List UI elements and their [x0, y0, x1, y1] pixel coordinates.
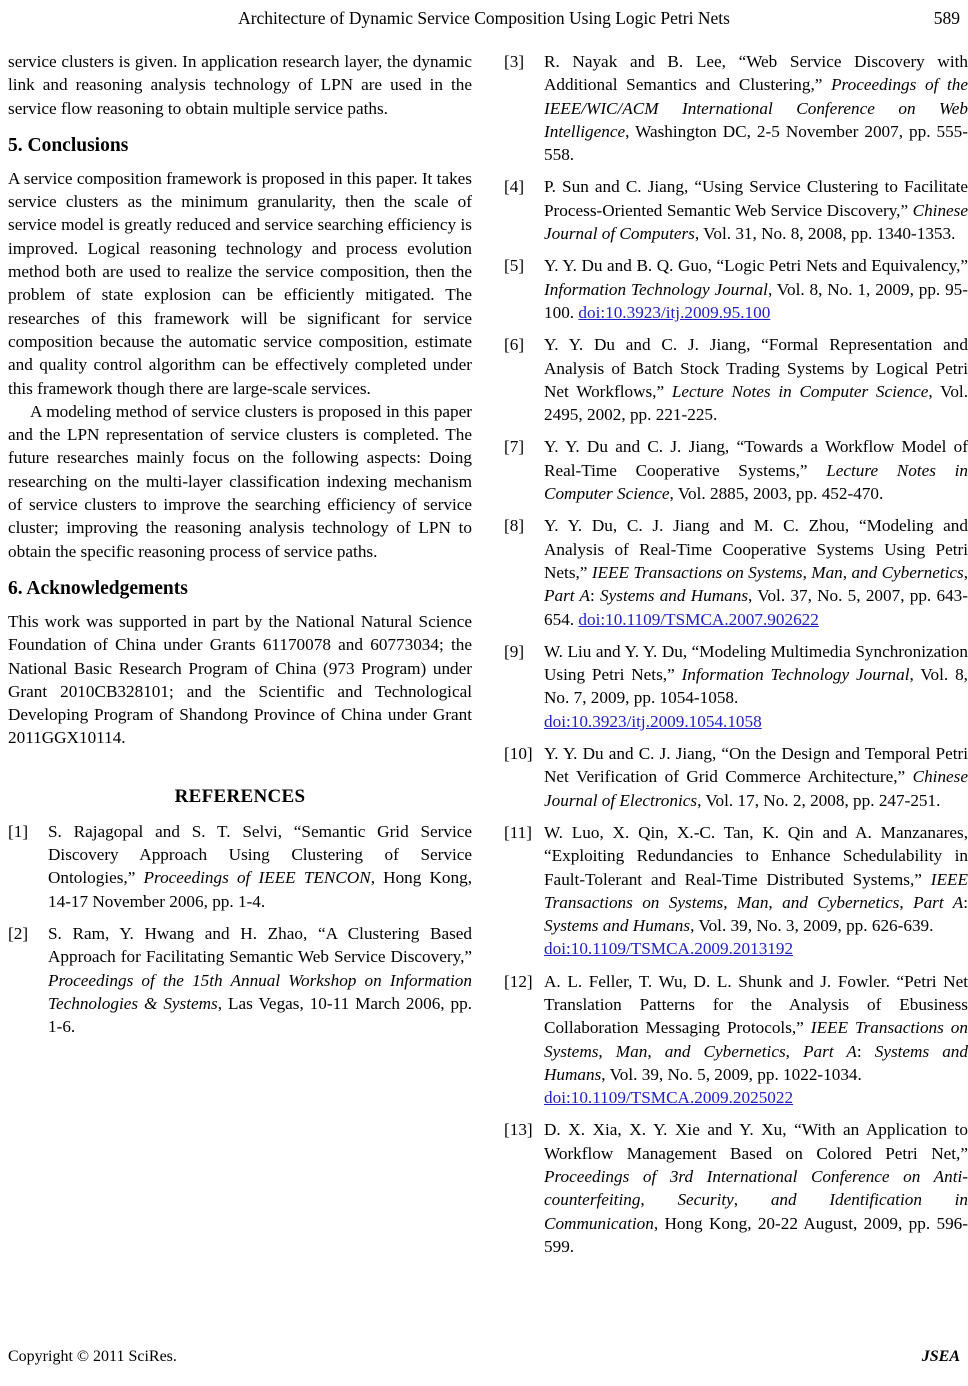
reference-number: [1] [8, 821, 29, 841]
reference-item [504, 1118, 968, 1258]
reference-text-run: Y. Y. Du and B. Q. Guo, “Logic Petri Nets and Equivalency,” [544, 256, 968, 276]
reference-text-run: , [723, 892, 737, 912]
section-heading-conclusions: 5. Conclusions [8, 134, 129, 156]
right-column [504, 50, 968, 1267]
reference-source-title: Man [615, 1041, 648, 1061]
reference-text-run: W. Liu and Y. Y. Du, “Modeling Multimedia Synchronization Using Petri Nets,” [544, 641, 968, 685]
reference-item [504, 970, 968, 1110]
reference-text-run: S. Ram, Y. Hwang and H. Zhao, “A Clustering Based Approach for Facilitating Semantic Web Service Discovery,” [48, 923, 472, 967]
reference-source-title: Part A [544, 586, 590, 606]
reference-text-run: , [768, 892, 783, 912]
section-heading-acknowledgements: 6. Acknowledgements [8, 577, 188, 599]
reference-text-run: , [802, 562, 812, 582]
reference-text-run: , [647, 1041, 665, 1061]
reference-text-run: , Vol. 17, No. 2, 2008, pp. 247-251. [697, 790, 941, 810]
conclusions-paragraph-1: A service composition framework is proposed in this paper. It takes service clusters as the minimum granularity, then the scale of service model is greatly reduced and service searching efficiency is improved. Logical reasoning technology and process evolution method both are used to realize the service composition, then the problem of state explosion can be efficiently mitigated. The researches of this framework will be significant for service composition because the automatic service composition, estimate and quality control algorithm can be effectively completed under this framework though there are large-scale services. [8, 168, 472, 398]
reference-source-title: Security [677, 1190, 734, 1210]
reference-source-title: Man [811, 562, 843, 582]
reference-source-title: Proceedings of the 15th Annual Workshop on Information Technologies & Systems [48, 970, 472, 1013]
reference-source-title: and Identification in Communication [544, 1190, 968, 1233]
copyright-notice: Copyright © 2011 SciRes. [8, 1348, 177, 1365]
reference-text [544, 254, 968, 324]
reference-number: [11] [504, 822, 532, 842]
reference-text-run: , Vol. 39, No. 3, 2009, pp. 626-639. [690, 916, 934, 936]
reference-item [504, 333, 968, 426]
reference-text [48, 820, 472, 913]
reference-source-title: Proceedings of 3rd International Conference on Anti-counterfeiting [544, 1167, 968, 1210]
reference-source-title: and Cybernetics [851, 562, 964, 582]
reference-text-run: Y. Y. Du, C. J. Jiang and M. C. Zhou, “Modeling and Analysis of Real-Time Cooperative Systems Using Petri Nets,” [544, 516, 968, 582]
reference-item [504, 435, 968, 505]
reference-number: [7] [504, 437, 525, 457]
reference-text [544, 435, 968, 505]
reference-text-run: Y. Y. Du and C. J. Jiang, “Towards a Workflow Model of Real-Time Cooperative Systems,” [544, 437, 968, 480]
reference-source-title: Information Technology Journal [681, 665, 910, 685]
reference-text [544, 970, 968, 1110]
doi-link[interactable]: doi:10.3923/itj.2009.1054.1058 [544, 711, 762, 731]
reference-text-run: , [733, 1190, 771, 1210]
doi-link[interactable]: doi:10.1109/TSMCA.2007.902622 [578, 609, 819, 629]
running-head-title: Architecture of Dynamic Service Composition Using Logic Petri Nets [238, 8, 730, 28]
reference-source-title: IEEE Transactions on Systems [544, 869, 968, 912]
reference-text-run: : [856, 1041, 875, 1061]
reference-text [48, 922, 472, 1038]
reference-text-run: , [598, 1041, 616, 1061]
reference-text-run: A. L. Feller, T. Wu, D. L. Shunk and J. Fowler. “Petri Net Translation Patterns for the Analysis of Ebusiness Collaboration Messaging Protocols,” [544, 971, 968, 1038]
reference-text-run: Y. Y. Du and C. J. Jiang, “On the Design and Temporal Petri Net Verification of Grid Commerce Architecture,” [544, 744, 968, 787]
reference-text-run: P. Sun and C. Jiang, “Using Service Clustering to Facilitate Process-Oriented Semantic Web Service Discovery,” [544, 177, 968, 220]
reference-text-run: , [640, 1190, 678, 1210]
references-heading: REFERENCES [174, 785, 306, 807]
reference-number: [5] [504, 256, 525, 276]
reference-number: [10] [504, 744, 533, 764]
reference-item [504, 175, 968, 245]
reference-number: [2] [8, 923, 29, 943]
reference-list-right [504, 50, 968, 1258]
left-column [8, 50, 472, 1267]
reference-number: [12] [504, 971, 533, 991]
reference-source-title: Chinese Journal of Computers [544, 200, 968, 244]
reference-text-run: , Vol. 2885, 2003, pp. 452-470. [669, 484, 884, 504]
acknowledgements-paragraph: This work was supported in part by the National Natural Science Foundation of China under Grants 61170078 and 60773034; the National Basic Research Program of China (973 Program) under Grant 2010CB328101; and the Scientific and Technological Developing Program of Shandong Province of China under Grant 2011GGX10114. [8, 611, 472, 748]
page-number: 589 [933, 8, 960, 28]
reference-text [544, 333, 968, 426]
reference-text-run: , Vol. 2495, 2002, pp. 221-225. [544, 381, 968, 425]
reference-text-run: , Hong Kong, 14-17 November 2006, pp. 1-4. [48, 868, 472, 911]
reference-source-title: Man [736, 892, 769, 912]
reference-number: [4] [504, 177, 525, 197]
reference-source-title: Lecture Notes in Computer Science [544, 460, 968, 504]
reference-number: [9] [504, 641, 525, 661]
doi-link[interactable]: doi:10.1109/TSMCA.2009.2013192 [544, 939, 794, 959]
reference-source-title: IEEE Transactions on Systems [544, 1018, 968, 1061]
reference-item [504, 254, 968, 324]
reference-item [504, 640, 968, 733]
reference-source-title: and Cybernetics [664, 1041, 786, 1061]
reference-text-run: , Las Vegas, 10-11 March 2006, pp. 1-6. [48, 993, 473, 1037]
reference-text [544, 175, 968, 245]
reference-item [504, 50, 968, 166]
reference-text [544, 821, 968, 961]
reference-text-run: , Vol. 37, No. 5, 2007, pp. 643-654. [544, 586, 968, 629]
reference-number: [3] [504, 52, 525, 71]
two-column-body [8, 50, 968, 1267]
reference-text-run: D. X. Xia, X. Y. Xie and Y. Xu, “With an Application to Workflow Management Based on Colored Petri Net,” [544, 1120, 968, 1163]
reference-text [544, 1118, 968, 1258]
reference-text-run: , [963, 562, 968, 582]
reference-text-run: , Washington DC, 2-5 November 2007, pp. 555-558. [544, 121, 968, 165]
running-head [8, 6, 960, 30]
reference-source-title: Proceedings of the IEEE/WIC/ACM International Conference on Web Intelligence [544, 75, 968, 141]
reference-text [544, 742, 968, 812]
doi-link[interactable]: doi:10.1109/TSMCA.2009.2025022 [544, 1088, 794, 1108]
reference-text-run: S. Rajagopal and S. T. Selvi, “Semantic Grid Service Discovery Approach Using Clustering of Service Ontologies,” [48, 821, 472, 888]
reference-text-run: , Vol. 8, No. 7, 2009, pp. 1054-1058. [544, 665, 968, 708]
reference-source-title: Systems and Humans [544, 916, 691, 936]
reference-item [504, 514, 968, 630]
reference-text-run: , [899, 892, 914, 912]
reference-text-run: , Vol. 39, No. 5, 2009, pp. 1022-1034. [601, 1064, 862, 1084]
reference-text-run: R. Nayak and B. Lee, “Web Service Discovery with Additional Semantics and Clustering,” [544, 52, 968, 95]
reference-number: [13] [504, 1120, 533, 1140]
reference-source-title: Proceedings of IEEE TENCON [143, 868, 371, 888]
reference-text [544, 514, 968, 630]
reference-text-run: Y. Y. Du and C. J. Jiang, “Formal Representation and Analysis of Batch Stock Trading Systems by Logical Petri Net Workflows,” [544, 335, 968, 401]
continued-paragraph: service clusters is given. In application research layer, the dynamic link and reasoning analysis technology of LPN are used in the service flow reasoning to obtain multiple service paths. [8, 52, 472, 118]
reference-text-run: , [842, 562, 852, 582]
reference-item [504, 742, 968, 812]
reference-text [544, 50, 968, 166]
reference-number: [6] [504, 335, 525, 355]
reference-item [8, 922, 472, 1038]
reference-source-title: Part A [803, 1041, 857, 1061]
reference-source-title: and Cybernetics [782, 892, 900, 912]
reference-text [544, 640, 968, 733]
reference-item [504, 821, 968, 961]
reference-number: [8] [504, 516, 525, 536]
journal-abbreviation: JSEA [921, 1348, 960, 1365]
reference-text-run: : [963, 892, 968, 912]
reference-text-run: , Vol. 8, No. 1, 2009, pp. 95-100. [544, 279, 968, 322]
reference-text-run: , Hong Kong, 20-22 August, 2009, pp. 596-599. [544, 1213, 968, 1256]
reference-source-title: Information Technology Journal [544, 279, 768, 299]
reference-item [8, 820, 472, 913]
page-footer [8, 1346, 960, 1368]
reference-source-title: Lecture Notes in Computer Science [671, 381, 929, 401]
reference-source-title: Part A [913, 892, 964, 912]
reference-text-run: , [785, 1041, 804, 1061]
reference-source-title: Systems and Humans [600, 586, 749, 606]
reference-text-run: : [590, 586, 601, 606]
reference-text-run: , Vol. 31, No. 8, 2008, pp. 1340-1353. [694, 224, 956, 244]
doi-link[interactable]: doi:10.3923/itj.2009.95.100 [578, 302, 771, 322]
reference-source-title: Chinese Journal of Electronics [544, 767, 968, 810]
reference-source-title: Systems and Humans [544, 1041, 968, 1084]
reference-source-title: IEEE Transactions on Systems [591, 562, 803, 582]
reference-list-left [8, 820, 472, 1039]
reference-text-run: W. Luo, X. Qin, X.-C. Tan, K. Qin and A. Manzanares, “Exploiting Redundancies to Enhance Schedulability in Fault-Tolerant and Real-Time Distributed Systems,” [544, 822, 968, 889]
conclusions-paragraph-2: A modeling method of service clusters is proposed in this paper and the LPN representation of service clusters is completed. The future researches mainly focus on the following aspects: Doing researching on the multi-layer classification indexing mechanism of service clusters to improve the searching efficiency of service cluster; improving the reasoning analysis technology of LPN to obtain the specific reasoning process of service paths. [8, 401, 472, 561]
